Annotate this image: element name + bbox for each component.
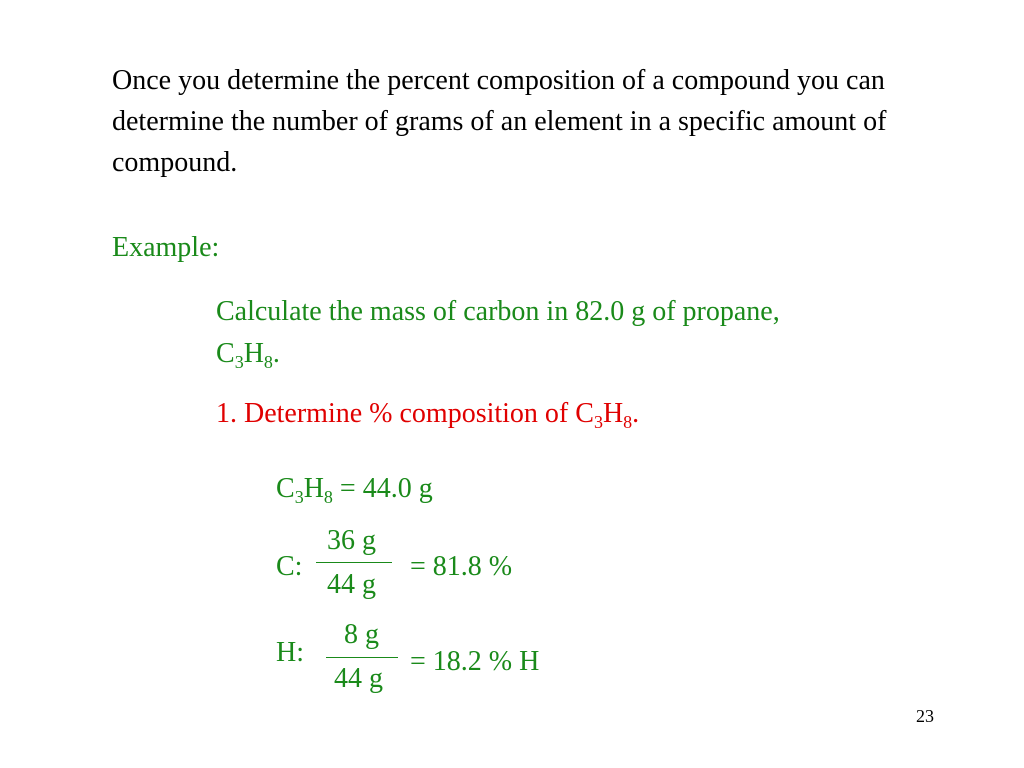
hydrogen-fraction-bar [326, 657, 398, 658]
step-1-text: 1. Determine % composition of C [216, 398, 594, 429]
molar-mass-c-subscript: 3 [294, 487, 304, 507]
molar-mass-value: = 44.0 g [332, 473, 433, 504]
intro-paragraph: Once you determine the percent composition of a compound you can determine the number of grams of an element in a specific amount of compound. [112, 65, 887, 178]
carbon-result: = 81.8 % [410, 551, 513, 582]
step-1-h: H [602, 398, 624, 429]
hydrogen-denominator: 44 g [334, 663, 383, 694]
formula-h-subscript: 8 [263, 352, 273, 372]
page-number: 23 [916, 706, 934, 726]
molar-mass-line [276, 472, 433, 506]
formula-period: . [272, 338, 280, 369]
step-1-period: . [632, 398, 640, 429]
step-1-heading [216, 397, 639, 431]
hydrogen-numerator: 8 g [344, 619, 379, 650]
step-1-c-subscript: 3 [593, 412, 603, 432]
step-1-h-subscript: 8 [623, 412, 633, 432]
carbon-fraction-bar [316, 562, 392, 563]
example-label: Example: [112, 232, 220, 263]
carbon-label: C: [276, 551, 303, 582]
hydrogen-result: = 18.2 % H [410, 646, 540, 677]
problem-formula [216, 337, 280, 371]
molar-mass-c: C [276, 473, 295, 504]
problem-statement-line1: Calculate the mass of carbon in 82.0 g of propane, [216, 296, 780, 327]
carbon-denominator: 44 g [327, 569, 376, 600]
molar-mass-h-subscript: 8 [323, 487, 333, 507]
formula-h: H [243, 338, 264, 369]
formula-c-subscript: 3 [234, 352, 244, 372]
formula-c: C [216, 338, 235, 369]
carbon-numerator: 36 g [327, 525, 376, 556]
hydrogen-label: H: [276, 637, 304, 668]
molar-mass-h: H [303, 473, 324, 504]
